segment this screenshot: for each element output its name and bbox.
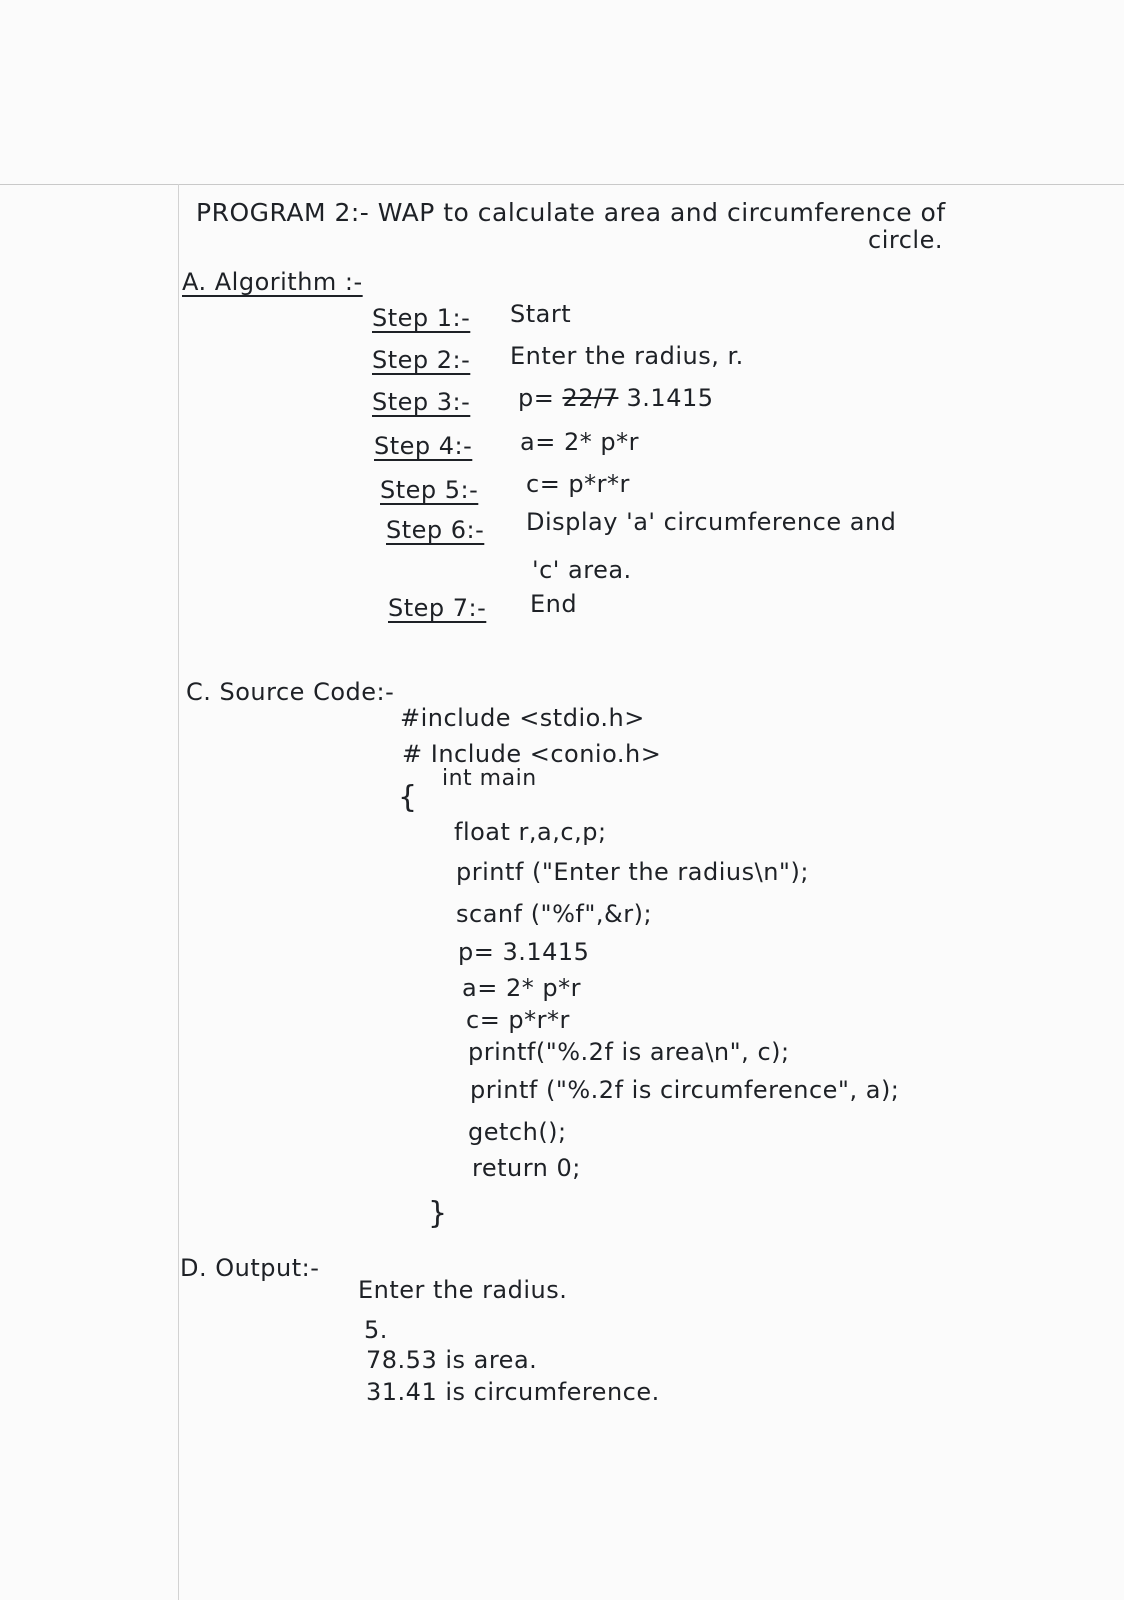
step-3-prefix: p= [518,384,563,412]
code-line-3: int main [442,766,537,791]
code-open-brace: { [398,780,418,815]
code-line-7: scanf ("%f",&r); [456,900,653,928]
step-1-label: Step 1:- [372,304,471,332]
output-line-3: 78.53 is area. [366,1346,538,1374]
step-2-label: Step 2:- [372,346,471,374]
code-line-5: float r,a,c,p; [454,818,607,846]
code-close-brace: } [428,1196,448,1231]
output-line-4: 31.41 is circumference. [366,1378,660,1406]
step-7-text: End [530,590,578,618]
step-2-text: Enter the radius, r. [510,342,744,370]
step-5-label: Step 5:- [380,476,479,504]
source-code-title: C. Source Code:- [186,678,395,706]
code-line-11: printf("%.2f is area\n", c); [468,1038,790,1066]
program-heading: PROGRAM 2:- WAP to calculate area and circumference of [196,198,946,227]
step-5-text: c= p*r*r [526,470,630,498]
step-4-text: a= 2* p*r [520,428,639,456]
algorithm-title: A. Algorithm :- [182,268,363,296]
output-line-1: Enter the radius. [358,1276,568,1304]
code-line-6: printf ("Enter the radius\n"); [456,858,809,886]
code-line-10: c= p*r*r [466,1006,570,1034]
step-4-label: Step 4:- [374,432,473,460]
output-line-2: 5. [364,1316,388,1344]
step-1-text: Start [510,300,572,328]
code-line-2: # Include <conio.h> [402,740,662,768]
step-7-label: Step 7:- [388,594,487,622]
margin-line [178,184,179,1600]
code-line-8: p= 3.1415 [458,938,590,966]
code-line-9: a= 2* p*r [462,974,581,1002]
step-3-struck-value: 22/7 [562,384,619,412]
code-line-13: getch(); [468,1118,567,1146]
code-line-12: printf ("%.2f is circumference", a); [470,1076,900,1104]
step-6-text-continued: 'c' area. [532,556,632,584]
output-title: D. Output:- [180,1254,320,1282]
top-rule [0,184,1124,185]
code-line-1: #include <stdio.h> [400,704,645,732]
step-3-suffix: 3.1415 [618,384,714,412]
program-heading-continued: circle. [868,226,943,254]
code-line-14: return 0; [472,1154,581,1182]
step-3-label: Step 3:- [372,388,471,416]
step-3-text [518,384,714,412]
step-6-label: Step 6:- [386,516,485,544]
step-6-text: Display 'a' circumference and [526,508,897,536]
